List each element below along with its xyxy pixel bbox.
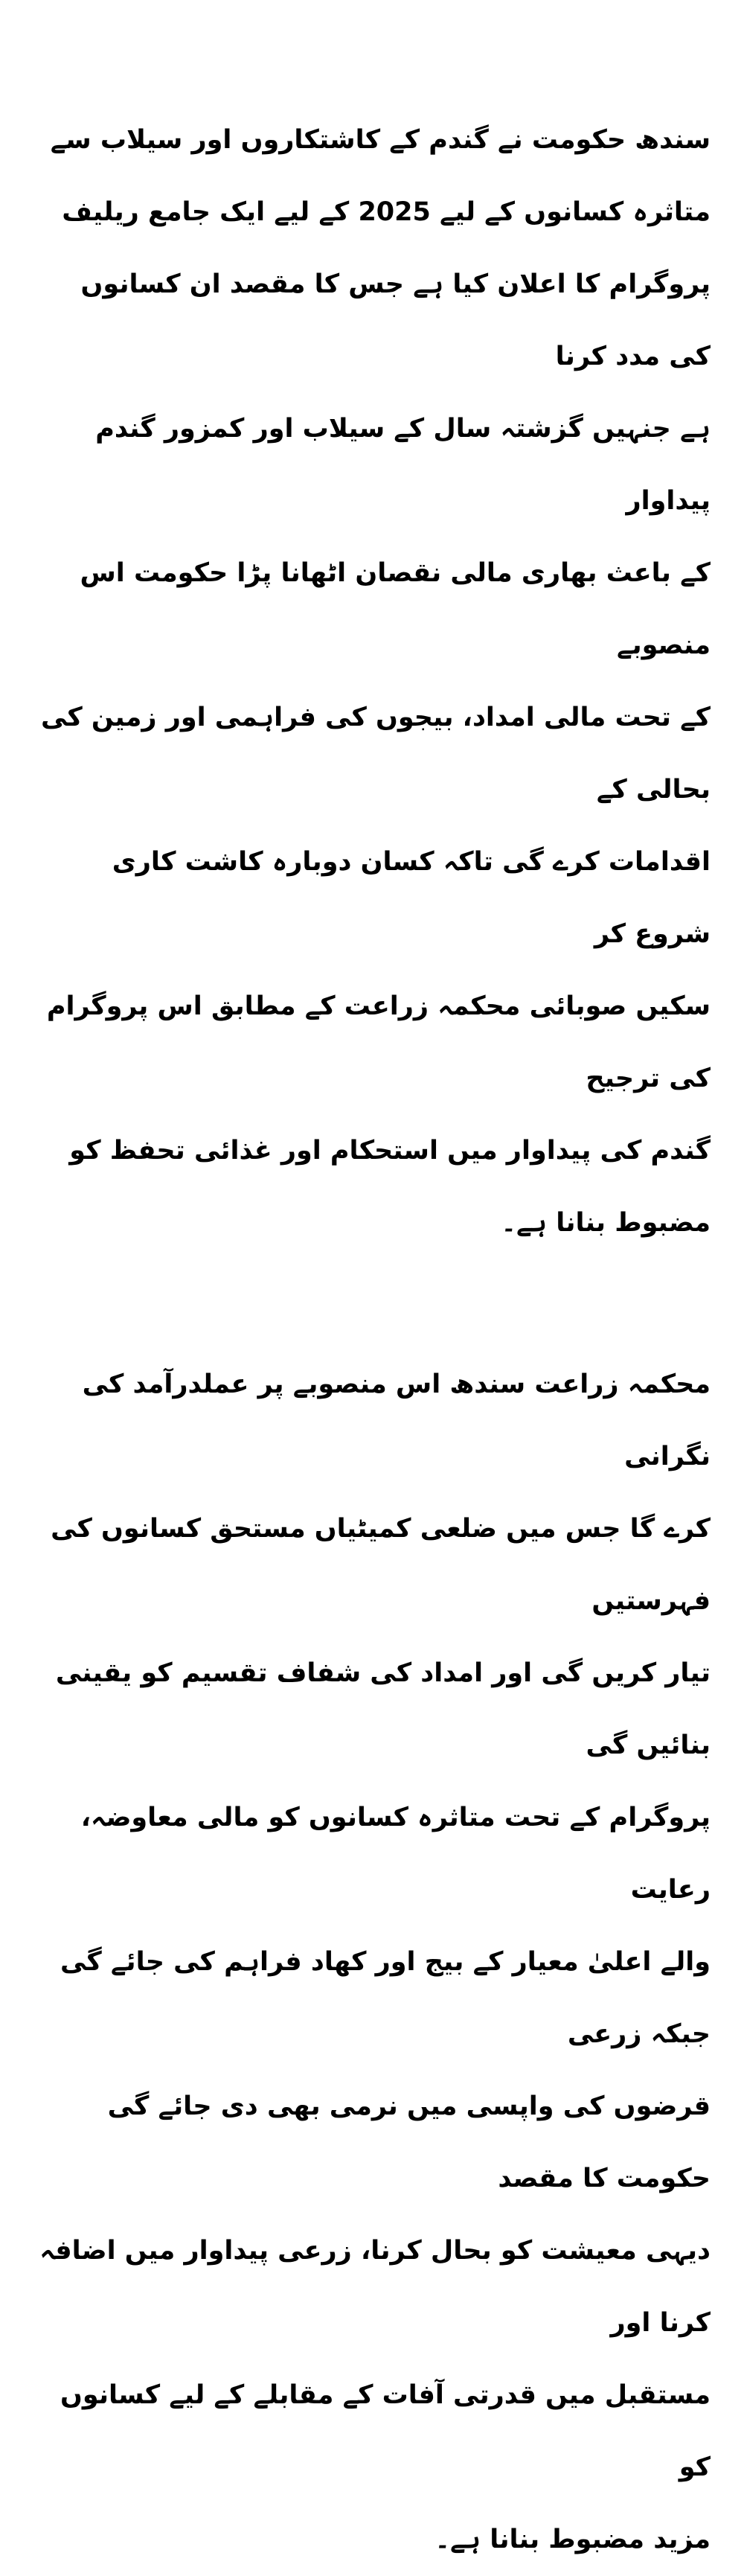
text-line: گندم کی پیداوار میں استحکام اور غذائی تحفظ کو مضبوط بنانا ہے۔ <box>69 1136 711 1238</box>
text-line: پروگرام کا اعلان کیا ہے جس کا مقصد ان کسانوں کی مدد کرنا <box>80 269 711 371</box>
text-line: کرے گا جس میں ضلعی کمیٹیاں مستحق کسانوں کی فہرستیں <box>51 1514 711 1616</box>
text-line: مستقبل میں قدرتی آفات کے مقابلے کے لیے کسانوں کو <box>60 2380 711 2482</box>
paragraph-1 <box>37 104 711 1259</box>
text-line: قرضوں کی واپسی میں نرمی بھی دی جائے گی حکومت کا مقصد <box>107 2091 711 2193</box>
text-line: مزید مضبوط بنانا ہے۔ <box>434 2525 711 2554</box>
text-line: سکیں صوبائی محکمہ زراعت کے مطابق اس پروگرام کی ترجیح <box>46 991 711 1093</box>
text-line: والے اعلیٰ معیار کے بیج اور کھاد فراہم کی جائے گی جبکہ زرعی <box>60 1947 711 2049</box>
text-line: متاثرہ کسانوں کے لیے 2025 کے لیے ایک جامع ریلیف <box>62 197 711 227</box>
text-line: پروگرام کے تحت متاثرہ کسانوں کو مالی معاوضہ، رعایت <box>80 1803 711 1905</box>
text-line: ہے جنہیں گزشتہ سال کے سیلاب اور کمزور گندم پیداوار <box>95 414 711 516</box>
text-line: سندھ حکومت نے گندم کے کاشتکاروں اور سیلاب سے <box>50 125 711 155</box>
text-line: دیہی معیشت کو بحال کرنا، زرعی پیداوار میں اضافہ کرنا اور <box>39 2236 711 2338</box>
text-line: محکمہ زراعت سندھ اس منصوبے پر عملدرآمد کی نگرانی <box>82 1370 711 1471</box>
paragraph-2 <box>37 1349 711 2576</box>
text-line: کے باعث بھاری مالی نقصان اٹھانا پڑا حکومت اس منصوبے <box>80 558 711 660</box>
text-line: تیار کریں گی اور امداد کی شفاف تقسیم کو یقینی بنائیں گی <box>55 1658 711 1760</box>
text-line: کے تحت مالی امداد، بیجوں کی فراہمی اور زمین کی بحالی کے <box>40 703 711 805</box>
text-line: اقدامات کرے گی تاکہ کسان دوبارہ کاشت کاری شروع کر <box>112 847 711 949</box>
